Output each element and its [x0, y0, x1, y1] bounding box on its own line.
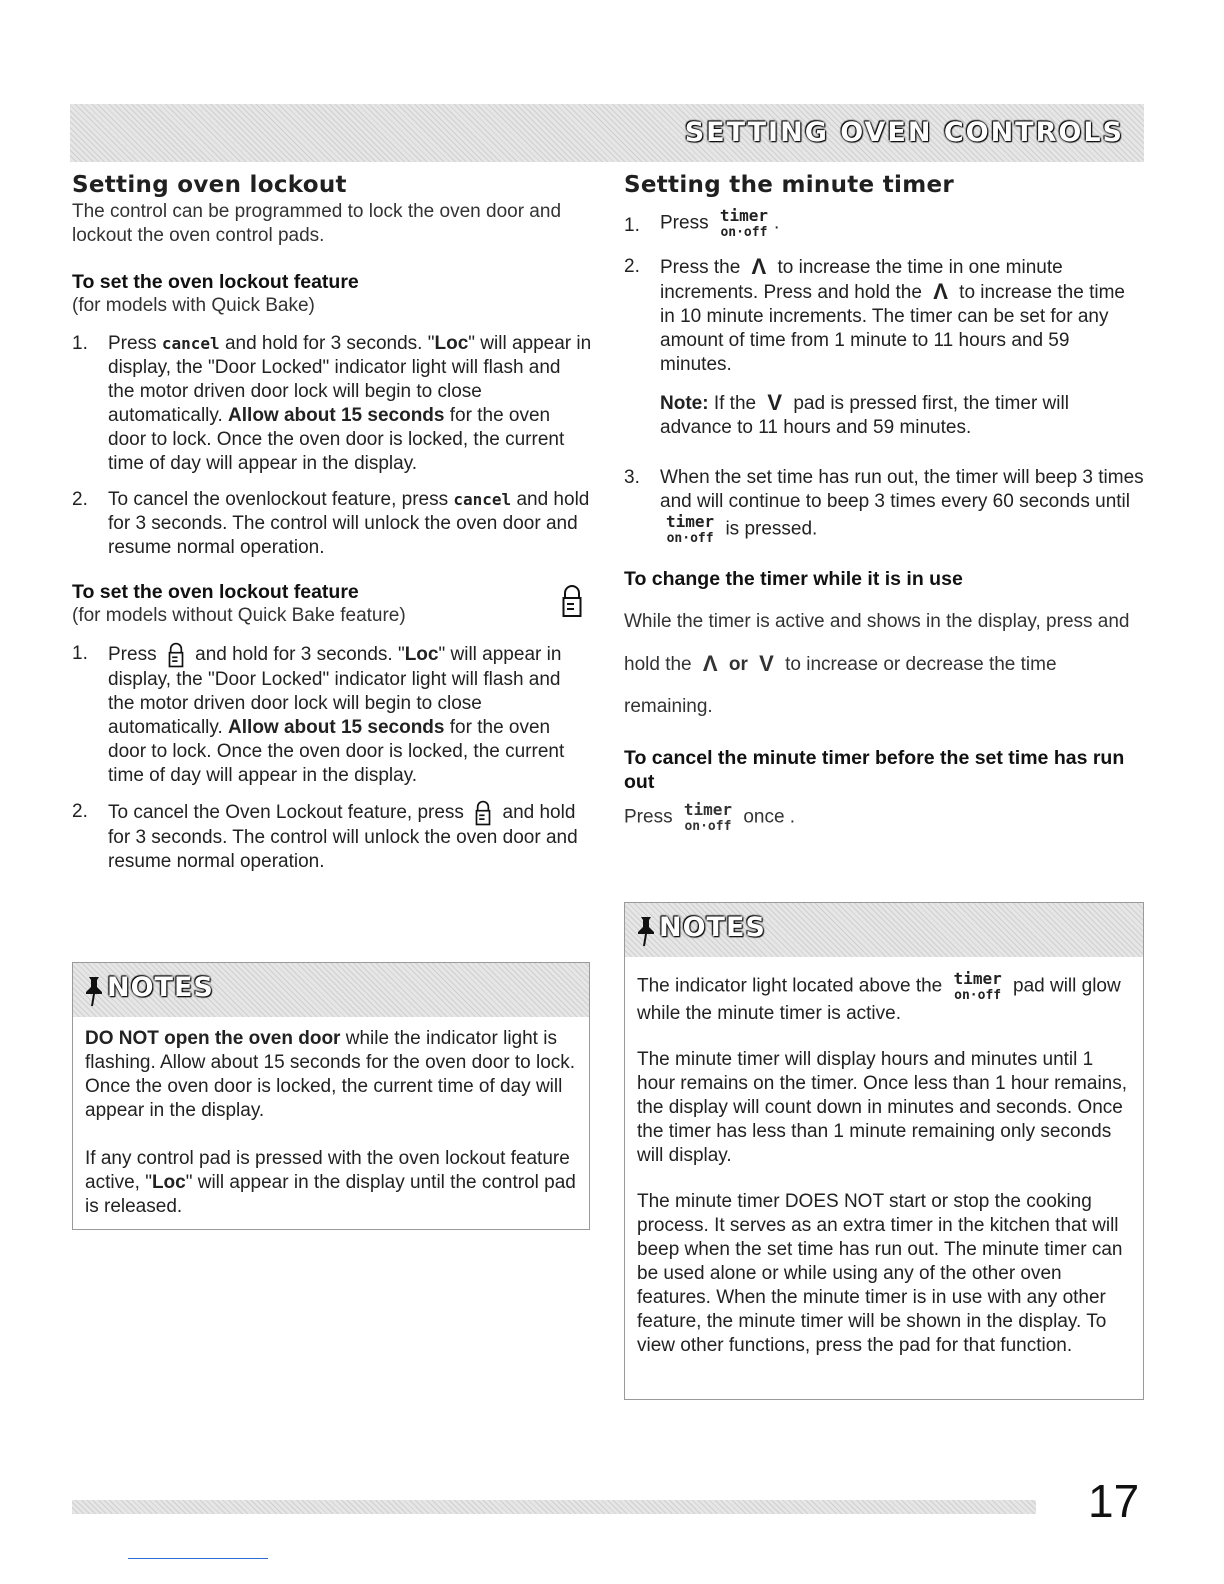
page-section-title: SETTING OVEN CONTROLS — [684, 117, 1124, 148]
list-item: 2. Press the Λ to increase the time in one minute increments. Press and hold the Λ to increase the time in 10 minute increments. The timer can be set for any amount of time from 1 minute to 11 hours and 59 minutes. Note: If the V pad is pressed first, the timer will advance to 11 hours and 59 minutes. — [624, 255, 1144, 440]
header-band — [70, 104, 1144, 162]
notes-paragraph: DO NOT open the oven door while the indicator light is flashing. Allow about 15 seconds for the oven door to lock. Once the oven door is locked, the current time of day will appear in the display. — [85, 1028, 576, 1121]
left-column — [72, 172, 592, 874]
lockout-noqb-subheading: (for models without Quick Bake feature) — [72, 605, 406, 626]
lockout-noqb-steps — [72, 642, 592, 874]
timer-steps — [624, 208, 1144, 545]
timer-note: Note: If the V pad is pressed first, the timer will advance to 11 hours and 59 minutes. — [660, 390, 1069, 438]
lock-icon — [168, 642, 184, 668]
timer-cancel-section — [624, 746, 1144, 833]
timer-cancel-heading: To cancel the minute timer before the set time has run out — [624, 747, 1125, 793]
notes-title: NOTES — [107, 972, 214, 1003]
up-arrow-icon: Λ — [751, 254, 767, 279]
timer-key: timer on·off — [953, 969, 1002, 1003]
timer-title: Setting the minute timer — [624, 172, 955, 198]
timer-notes-box — [624, 902, 1144, 1400]
lockout-qb-steps — [72, 332, 592, 560]
notes-header — [625, 903, 1143, 957]
list-item: 1. Press and hold for 3 seconds. "Loc" will appear in display, the "Door Locked" indicator light will flash and the motor driven door lock will begin to close automatically. Allow about 15 seconds for the oven door to lock. Once the oven door is locked, the current time of day will appear in the display. — [72, 643, 565, 786]
down-arrow-icon: V — [759, 651, 774, 676]
timer-key: timer on·off — [683, 800, 733, 834]
lockout-noqb-section — [72, 580, 592, 874]
lockout-title: Setting oven lockout — [72, 172, 347, 198]
lockout-notes-box — [72, 962, 590, 1230]
list-item: 1. Press cancel and hold for 3 seconds. "Loc" will appear in display, the "Door Locked" indicator light will flash and the motor driven door lock will begin to close automatically. Allow about 15 seconds for the oven door to lock. Once the oven door is locked, the current time of day will appear in the display. — [72, 333, 592, 474]
cancel-key: cancel — [453, 490, 512, 509]
lockout-qb-heading: To set the oven lockout feature — [72, 271, 359, 293]
lockout-intro: The control can be programmed to lock the oven door and lockout the oven control pads. — [72, 201, 562, 246]
timer-key: timer on·off — [719, 206, 769, 240]
timer-change-heading: To change the timer while it is in use — [624, 568, 963, 590]
list-item: 1. Press timer on·off . — [624, 206, 780, 240]
down-arrow-icon: V — [767, 390, 783, 415]
timer-cancel-text: Press timer on·off once . — [624, 800, 796, 834]
list-item: 2. To cancel the Oven Lockout feature, press and hold for 3 seconds. The control will unlock the oven door and resume normal operation. — [72, 801, 578, 872]
pushpin-icon — [83, 975, 105, 1007]
notes-paragraph: The minute timer DOES NOT start or stop the cooking process. It serves as an extra timer in the kitchen that will beep when the set time has run out. The minute timer can be used alone or while using any of the other oven features. When the minute timer is in use with any other feature, the minute timer will be shown in the display. To view other functions, press the pad for that function. — [637, 1191, 1123, 1356]
notes-body — [73, 1017, 589, 1231]
lockout-qb-section — [72, 270, 592, 560]
up-arrow-icon: Λ — [933, 279, 948, 304]
list-item: 2. To cancel the ovenlockout feature, press cancel and hold for 3 seconds. The control will unlock the oven door and resume normal operation. — [72, 489, 590, 558]
up-arrow-icon: Λ — [702, 651, 718, 676]
page-number: 17 — [1088, 1475, 1140, 1527]
timer-key: timer on·off — [666, 512, 715, 546]
bottom-rule — [128, 1558, 268, 1559]
lock-icon — [562, 584, 582, 618]
right-column — [624, 172, 1144, 833]
footer-band — [72, 1500, 1036, 1514]
lockout-qb-subheading: (for models with Quick Bake) — [72, 295, 315, 316]
timer-change-section — [624, 567, 1144, 728]
timer-change-text: While the timer is active and shows in the display, press and hold the Λ or V to increase or decrease the time remaining. — [624, 611, 1130, 717]
lockout-noqb-heading: To set the oven lockout feature — [72, 581, 359, 603]
notes-paragraph: If any control pad is pressed with the oven lockout feature active, "Loc" will appear in the display until the control pad is released. — [85, 1148, 576, 1217]
lock-icon — [475, 800, 491, 826]
notes-paragraph: The minute timer will display hours and minutes until 1 hour remains on the timer. Once less than 1 hour remains, the display will count down in minutes and seconds. Once the timer has less than 1 minute remaining only seconds will display. — [637, 1049, 1128, 1166]
list-item: 3. When the set time has run out, the timer will beep 3 times and will continue to beep 3 times every 60 seconds until timer on·off is pressed. — [624, 467, 1144, 546]
notes-paragraph: The indicator light located above the timer on·off pad will glow while the minute timer is active. — [637, 969, 1121, 1024]
notes-title: NOTES — [659, 912, 766, 943]
notes-body — [625, 957, 1143, 1370]
cancel-key: cancel — [161, 334, 220, 353]
pushpin-icon — [635, 915, 657, 947]
notes-header — [73, 963, 589, 1017]
